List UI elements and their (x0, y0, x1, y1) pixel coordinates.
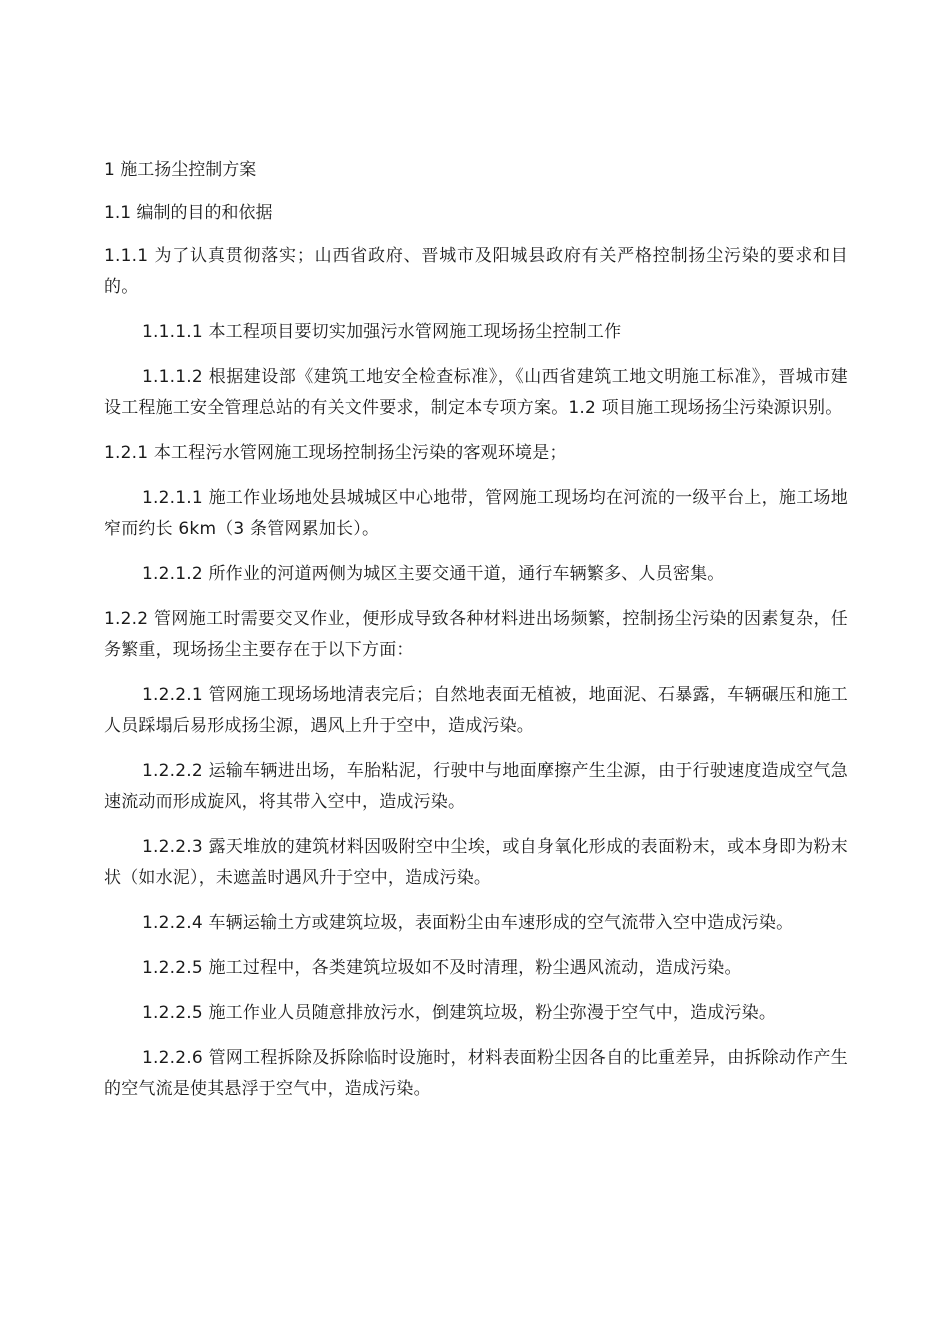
section-heading-1: 1 施工扬尘控制方案 (104, 160, 257, 180)
paragraph-1-2-2-5-a: 1.2.2.5 施工过程中，各类建筑垃圾如不及时清理，粉尘遇风流动，造成污染。 (142, 958, 742, 978)
paragraph-1-2-2-4: 1.2.2.4 车辆运输土方或建筑垃圾，表面粉尘由车速形成的空气流带入空中造成污染。 (142, 913, 794, 933)
paragraph-1-2-2-6: 1.2.2.6 管网工程拆除及拆除临时设施时，材料表面粉尘因各自的比重差异，由拆除动作产生的空气流是使其悬浮于空气中，造成污染。 (104, 1048, 848, 1099)
paragraph-1-2-1-2: 1.2.1.2 所作业的河道两侧为城区主要交通干道，通行车辆繁多、人员密集。 (142, 564, 725, 584)
paragraph-1-2-2-3: 1.2.2.3 露天堆放的建筑材料因吸附空中尘埃，或自身氧化形成的表面粉末，或本身即为粉末状（如水泥），未遮盖时遇风升于空中，造成污染。 (104, 837, 848, 888)
paragraph-1-1-1: 1.1.1 为了认真贯彻落实；山西省政府、晋城市及阳城县政府有关严格控制扬尘污染的要求和目的。 (104, 246, 848, 297)
paragraph-1-1-1-2: 1.1.1.2 根据建设部《建筑工地安全检查标准》，《山西省建筑工地文明施工标准》，晋城市建设工程施工安全管理总站的有关文件要求，制定本专项方案。1.2 项目施工现场扬尘污染源识别。 (104, 367, 848, 418)
paragraph-1-2-2-5-b: 1.2.2.5 施工作业人员随意排放污水，倒建筑垃圾，粉尘弥漫于空气中，造成污染。 (142, 1003, 777, 1023)
section-heading-1-1: 1.1 编制的目的和依据 (104, 203, 273, 223)
paragraph-1-2-1-1: 1.2.1.1 施工作业场地处县城城区中心地带，管网施工现场均在河流的一级平台上，施工场地窄而约长 6km（3 条管网累加长）。 (104, 488, 848, 539)
document-body (104, 155, 848, 1105)
paragraph-1-1-1-1: 1.1.1.1 本工程项目要切实加强污水管网施工现场扬尘控制工作 (142, 322, 622, 342)
paragraph-1-2-2-1: 1.2.2.1 管网施工现场场地清表完后；自然地表面无植被，地面泥、石暴露，车辆碾压和施工人员踩塌后易形成扬尘源，遇风上升于空中，造成污染。 (104, 685, 848, 736)
paragraph-1-2-2: 1.2.2 管网施工时需要交叉作业，便形成导致各种材料进出场频繁，控制扬尘污染的因素复杂，任务繁重，现场扬尘主要存在于以下方面： (104, 609, 848, 660)
paragraph-1-2-2-2: 1.2.2.2 运输车辆进出场，车胎粘泥，行驶中与地面摩擦产生尘源，由于行驶速度造成空气急速流动而形成旋风，将其带入空中，造成污染。 (104, 761, 848, 812)
paragraph-1-2-1: 1.2.1 本工程污水管网施工现场控制扬尘污染的客观环境是； (104, 443, 567, 463)
